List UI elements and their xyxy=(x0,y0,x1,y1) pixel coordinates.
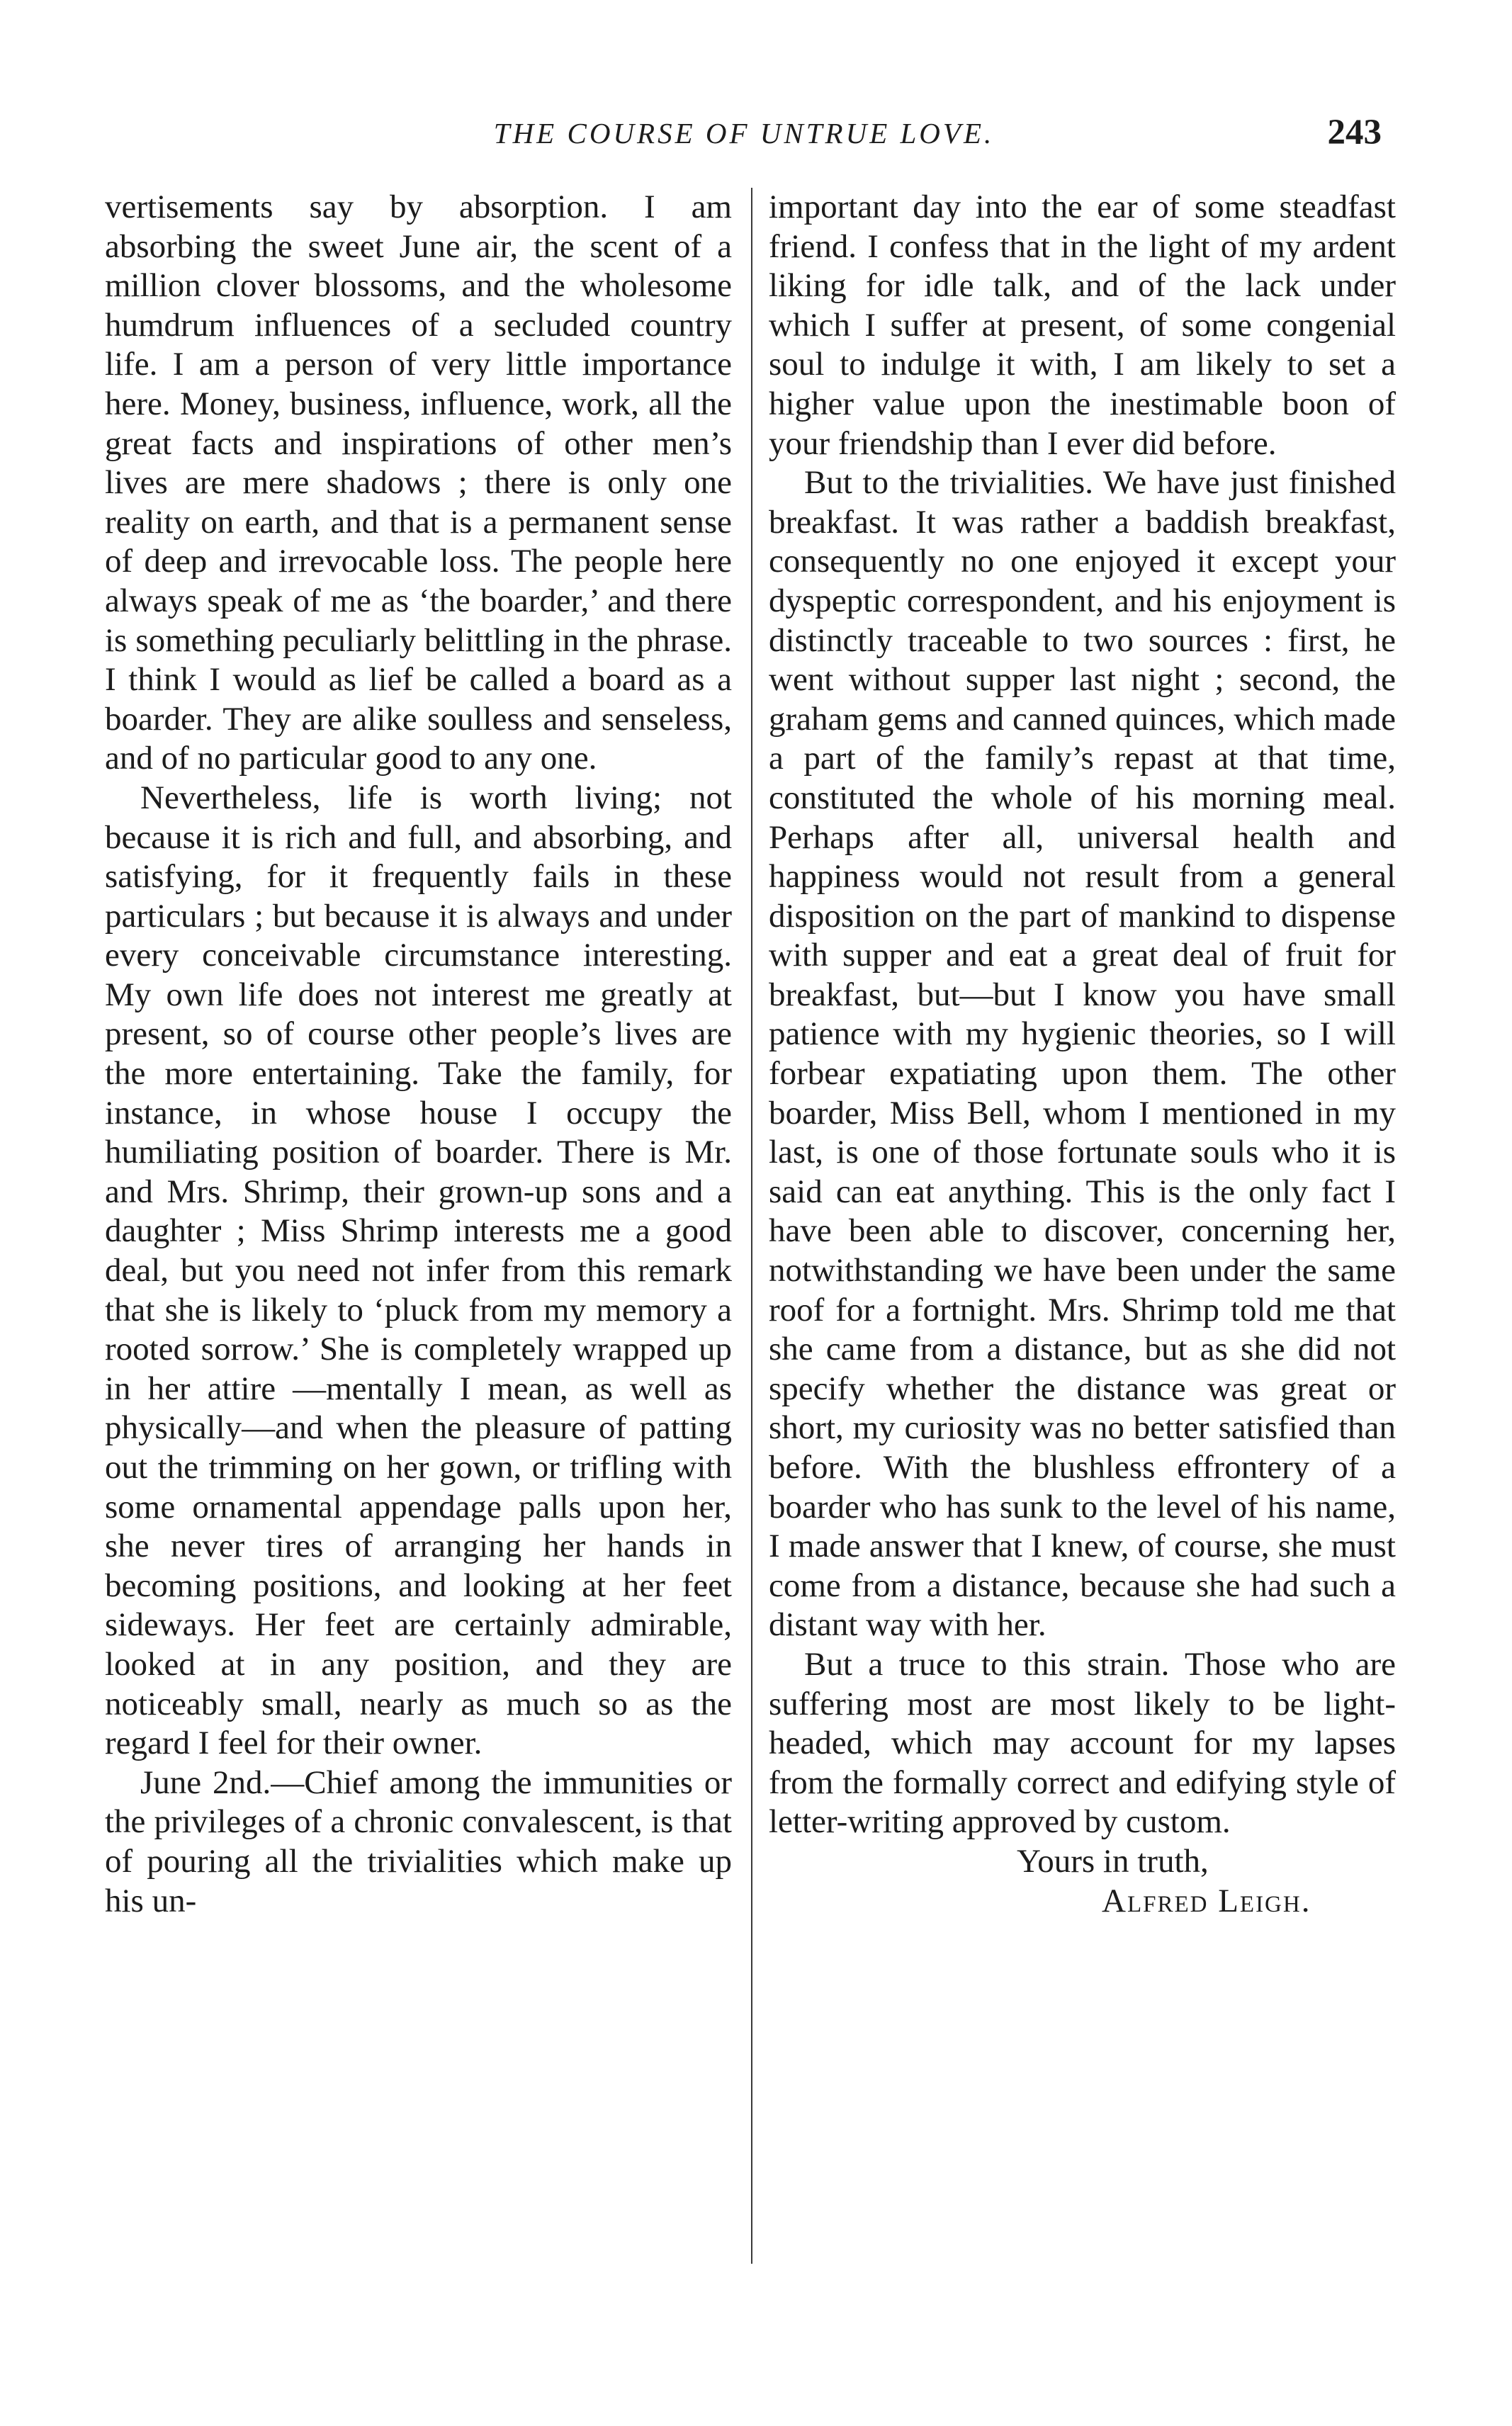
closing-salutation: Yours in truth, xyxy=(1017,1842,1209,1880)
paragraph: But to the trivialities. We have just finished breakfast. It was rather a baddish breakfast, consequently no one enjoyed it except your dyspeptic correspondent, and his enjoyment is distinctly traceable to two sources : first, he went without supper last night ; second, the graham gems and canned quinces, which made a part of the family’s repast at that time, constituted the whole of his morning meal. Perhaps after all, universal health and happiness would not result from a general disposition on the part of mankind to dispense with supper and eat a great deal of fruit for breakfast, but—but I know you have small patience with my hygienic theories, so I will forbear expatiating upon them. The other boarder, Miss Bell, whom I mentioned in my last, is one of those fortunate souls who it is said can eat anything. This is the only fact I have been able to discover, concerning her, notwithstanding we have been under the same roof for a fortnight. Mrs. Shrimp told me that she came from a distance, but as she did not specify whether the distance was great or short, my curiosity was no better satisfied than before. With the blushless effrontery of a boarder who has sunk to the level of his name, I made answer that I knew, of course, she must come from a distance, because she had such a distant way with her. xyxy=(769,464,1396,1644)
paragraph: Nevertheless, life is worth living; not because it is rich and full, and absorbing, and satisfying, for it frequently fails in these particulars ; but because it is always and under every conceivable circumstance interesting. My own life does not interest me greatly at present, so of course other people’s lives are the more entertaining. Take the family, for instance, in whose house I occupy the humiliating position of boarder. There is Mr. and Mrs. Shrimp, their grown-up sons and a daughter ; Miss Shrimp interests me a good deal, but you need not infer from this remark that she is likely to ‘pluck from my memory a rooted sorrow.’ She is completely wrapped up in her attire —mentally I mean, as well as physically—and when the pleasure of patting out the trimming on her gown, or trifling with some ornamental appendage palls upon her, she never tires of arranging her hands in becoming positions, and looking at her feet sideways. Her feet are certainly admirable, looked at in any position, and they are noticeably small, nearly as much so as the regard I feel for their owner. xyxy=(105,779,732,1762)
paragraph: vertisements say by absorption. I am absorbing the sweet June air, the scent of a million clover blossoms, and the wholesome humdrum influences of a secluded country life. I am a person of very little importance here. Money, business, influence, work, all the great facts and inspirations of other men’s lives are mere shadows ; there is only one reality on earth, and that is a permanent sense of deep and irrevocable loss. The people here always speak of me as ‘the boarder,’ and there is something peculiarly belittling in the phrase. I think I would as lief be called a board as a boarder. They are alike soulless and senseless, and of no particular good to any one. xyxy=(105,188,732,777)
right-column xyxy=(769,188,1396,1921)
signature: Alfred Leigh. xyxy=(1102,1882,1311,1919)
letter-closing xyxy=(769,1842,1396,1921)
running-title: THE COURSE OF UNTRUE LOVE. xyxy=(493,117,995,149)
paragraph: important day into the ear of some steadfast friend. I confess that in the light of my ardent liking for idle talk, and of the lack under which I suffer at present, of some congenial soul to indulge it with, I am likely to set a higher value upon the inestimable boon of your friendship than I ever did before. xyxy=(769,188,1396,462)
left-column xyxy=(105,188,732,1921)
paragraph: But a truce to this strain. Those who are suffering most are most likely to be light-headed, which may account for my lapses from the formally correct and edifying style of letter-writing approved by custom. xyxy=(769,1645,1396,1841)
page-header xyxy=(106,106,1382,170)
column-divider xyxy=(751,188,752,2264)
page-number: 243 xyxy=(1327,113,1382,152)
paragraph: June 2nd.—Chief among the immunities or the privileges of a chronic convalescent, is that of pouring all the trivialities which make up his un- xyxy=(105,1764,732,1919)
